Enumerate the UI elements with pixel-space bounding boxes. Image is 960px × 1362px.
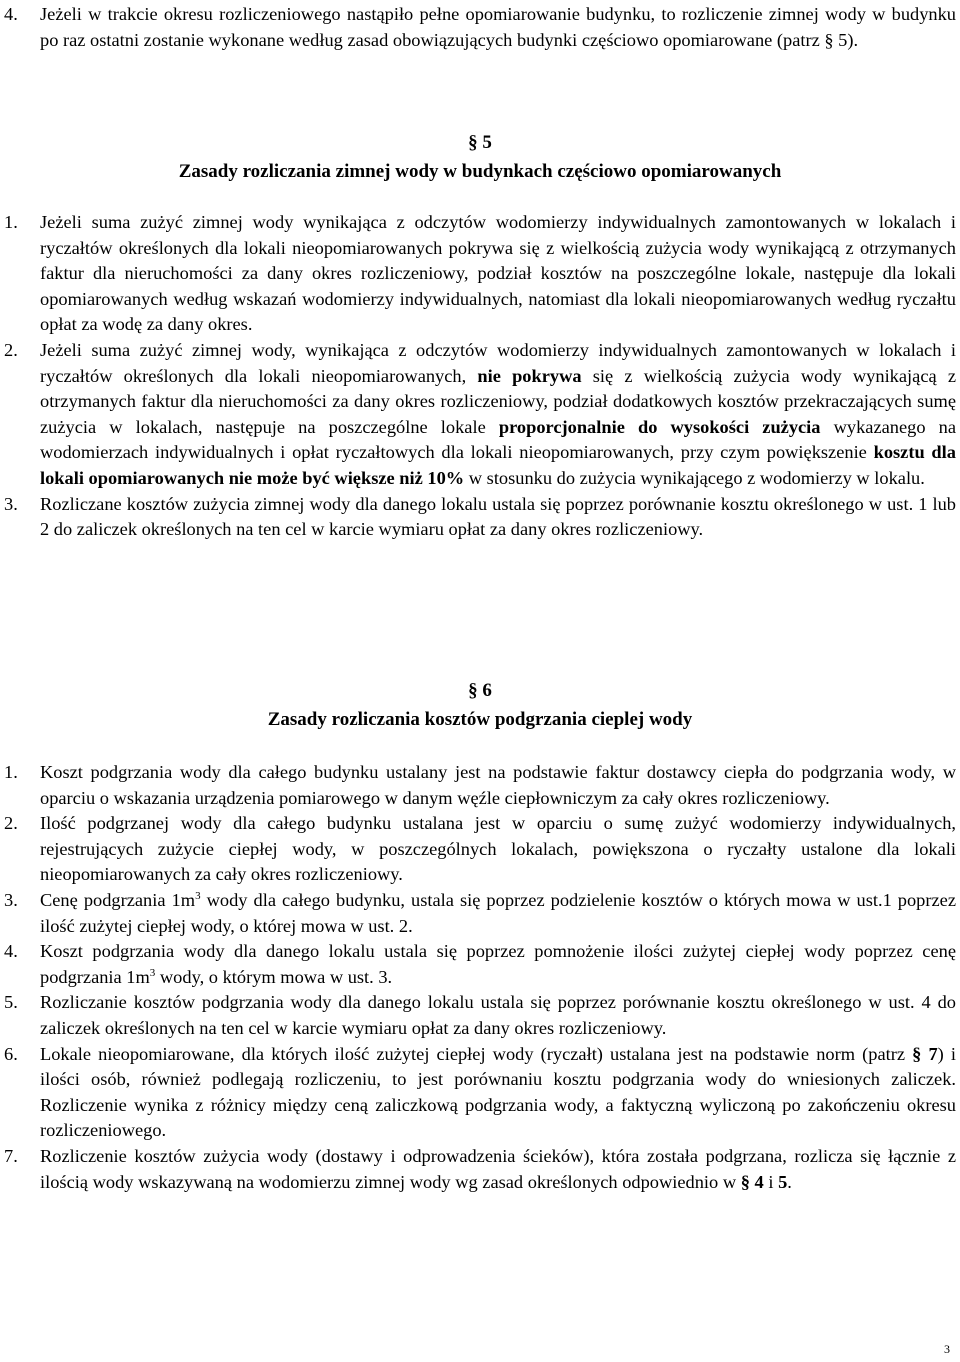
item-number: 2. [4,339,18,360]
list-item [0,990,960,1041]
paragraph-symbol: § 5 [468,132,492,153]
item-text-bold: kosztu dla lokali opomiarowanych nie może być większe niż 10% [40,442,956,488]
list-item [0,1042,960,1144]
item-text: Koszt podgrzania wody dla danego lokalu ustala się poprzez pomnożenie ilości zużytej ciepłej wody poprzez cenę podgrzania 1m [40,941,956,987]
list-item [0,939,960,990]
superscript: 3 [149,966,156,979]
item-text-bold: proporcjonalnie do wysokości zużycia [498,416,821,437]
list-item [0,760,960,811]
item-text-bold: § 7 [912,1043,938,1064]
item-text: wykazanego na wodomierzach indywidualnych i opłat ryczałtowych dla lokali nieopomiarowanych, przy czym powiększenie [40,416,956,463]
item-text: Cenę podgrzania 1m [40,889,196,910]
item-text: Rozliczane kosztów zużycia zimnej wody dla danego lokalu ustala się poprzez porównanie kosztu określonego w ust. 1 lub 2 do zaliczek określonych na ten cel w karcie wymiaru opłat za dany okres rozliczeniowy. [40,493,956,540]
item-number: 2. [4,813,18,834]
list-item [0,210,960,338]
section-title: Zasady rozliczania kosztów podgrzania cieplej wody [267,708,693,730]
list-item [0,338,960,492]
item-number: 1. [4,212,18,232]
item-text: wody, o którym mowa w ust. 3. [159,966,393,987]
section-heading-5 [0,130,960,184]
item-text: Rozliczanie kosztów podgrzania wody dla danego lokalu ustala się poprzez porównanie kosztu określonego w ust. 4 do zaliczek określonych na ten cel w karcie wymiaru opłat za dany okres rozliczeniowy. [40,992,956,1038]
section-heading-6 [0,678,960,732]
item-text: wody dla całego budynku, ustala się poprzez podzielenie kosztów o których mowa w ust.1 poprzez ilość zużytej ciepłej wody, o której mowa w ust. 2. [40,889,956,936]
item-text: i [768,1171,774,1192]
list-item [0,811,960,888]
item-text: w stosunku do zużycia wynikającego z wodomierzy w lokalu. [468,467,925,488]
continued-list [0,2,960,53]
item-number: 5. [4,992,18,1013]
item-number: 6. [4,1043,18,1064]
item-text: się z wielkością zużycia wody wynikającą z otrzymanych faktur dla nieruchomości za dany okres rozliczeniowy, podział dodatkowych kosztów przekraczających sumę zużycia w lokalach, następuje na poszczególne lokale [40,365,956,437]
item-number: 3. [4,493,18,514]
section-5-list [0,210,960,543]
list-item [0,888,960,939]
item-number: 1. [4,762,18,782]
item-number: 4. [4,941,18,962]
item-text: Jeżeli w trakcie okresu rozliczeniowego nastąpiło pełne opomiarowanie budynku, to rozliczenie zimnej wody w budynku po raz ostatni zostanie wykonane według zasad obowiązujących budynki częściowo opomiarowane (patrz § 5). [40,4,956,50]
section-title: Zasady rozliczania zimnej wody w budynkach częściowo opomiarowanych [178,160,782,182]
item-text: Jeżeli suma zużyć zimnej wody wynikająca z odczytów wodomierzy indywidualnych zamontowanych w lokalach i ryczałtów określonych dla lokali nieopomiarowanych pokrywa się z wielkością zużycia wody wynikającą z otrzymanych faktur dla nieruchomości za dany okres rozliczeniowy, podział kosztów na poszczególne lokale, następuje dla lokali opomiarowanych według wskazań wodomierzy indywidualnych, natomiast dla lokali nieopomiarowanych według ryczałtu opłat za wodę za dany okres. [40,212,956,335]
item-text: Rozliczenie kosztów zużycia wody (dostawy i odprowadzenia ścieków), która została podgrzana, rozlicza się łącznie z ilością wody wskazywaną na wodomierzu zimnej wody wg zasad określonych odpowiednio w [40,1145,956,1192]
item-text: Jeżeli suma zużyć zimnej wody, wynikająca z odczytów wodomierzy indywidualnych zamontowanych w lokalach i ryczałtów określonych dla lokali nieopomiarowanych, [40,339,956,386]
list-item [0,2,960,53]
item-text-bold: 5 [778,1171,788,1192]
item-text-bold: § 4 [740,1171,764,1192]
item-text-bold: nie pokrywa [477,365,582,386]
item-text: . [787,1171,792,1192]
item-text: Ilość podgrzanej wody dla całego budynku ustalana jest w oparciu o sumę zużyć wodomierzy indywidualnych, rejestrujących zużycie ciepłej wody, w poszczególnych lokalach, powiększona o ryczałty ustalone dla lokali nieopomiarowanych za cały okres rozliczeniowy. [40,813,956,885]
superscript: 3 [195,889,201,902]
item-number: 4. [4,4,18,24]
item-text: Koszt podgrzania wody dla całego budynku ustalany jest na podstawie faktur dostawcy ciepła do podgrzania wody, w oparciu o wskazania urządzenia pomiarowego w danym węźle ciepłowniczym za cały okres rozliczeniowy. [40,762,956,808]
item-text: Lokale nieopomiarowane, dla których ilość zużytej ciepłej wody (ryczałt) ustalana jest na podstawie norm (patrz [40,1043,906,1064]
list-item [0,492,960,543]
item-number: 3. [4,889,18,910]
item-number: 7. [4,1145,18,1166]
list-item [0,1144,960,1195]
item-text: ) i ilości osób, również podlegają rozliczeniu, to jest porównaniu kosztu podgrzania wody do wniesionych zaliczek. Rozliczenie wynika z różnicy między ceną zaliczkową podgrzania wody, a faktyczną wyliczoną po zakończeniu okresu rozliczeniowego. [40,1043,957,1141]
page-number: 3 [944,1342,950,1356]
paragraph-symbol: § 6 [468,680,492,701]
section-6-list [0,760,960,1195]
